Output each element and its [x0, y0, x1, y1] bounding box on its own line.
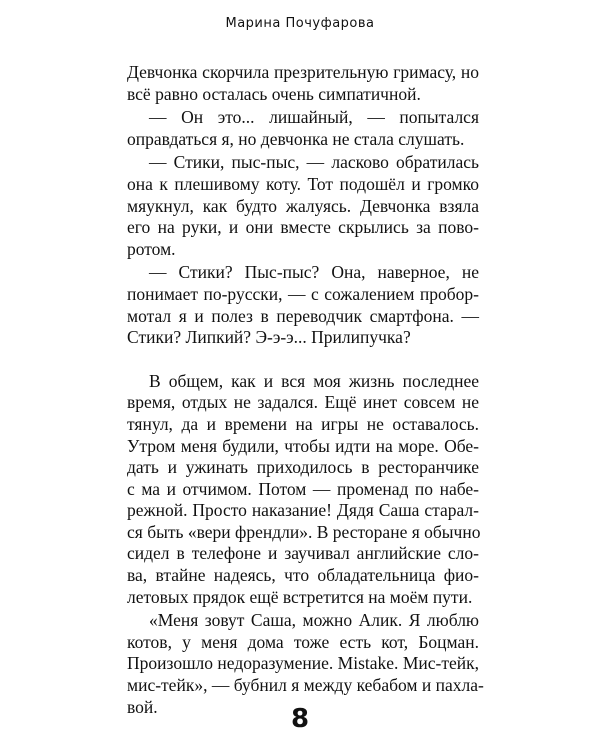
text-line: мотал я и полез в переводчик смартфона. — [127, 305, 479, 326]
running-header-author: Марина Почуфарова [225, 16, 375, 31]
text-line: мяукнул, как будто жалуясь. Девчонка взяла [127, 195, 479, 216]
text-line: сидел в телефоне и заучивал английские сло- [127, 543, 479, 564]
text-line: режной. Просто наказание! Дядя Саша старал- [127, 500, 479, 521]
text-line: — Стики? Пыс-пыс? Она, наверное, не [149, 262, 479, 283]
text-line: ротом. [127, 238, 176, 259]
text-line: она к плешивому коту. Тот подошёл и громко [127, 173, 479, 194]
text-line: летовых прядок ещё встретится на моём пути. [127, 586, 473, 607]
paragraph [127, 371, 479, 609]
paragraph [127, 62, 479, 105]
text-line: время, отдых не задался. Ещё инет совсем не [127, 392, 479, 413]
text-line: всё равно осталась очень симпатичной. [127, 83, 421, 104]
text-line: котов, у меня дома тоже есть кот, Боцман. [127, 631, 479, 652]
text-line: «Меня зовут Саша, можно Алик. Я люблю [149, 610, 479, 631]
text-line: ся быть «вери френдли». В ресторане я обычно [127, 521, 481, 542]
text-line: дать и ужинать приходилось в ресторанчике [127, 457, 479, 478]
paragraph [127, 610, 484, 718]
text-line: Утром меня будили, чтобы идти на море. Обе- [127, 435, 479, 456]
text-line: В общем, как и вся моя жизнь последнее [149, 370, 479, 391]
paragraph [127, 107, 479, 150]
text-line: Девчонка скорчила презрительную гримасу, но [127, 62, 479, 82]
text-line: оправдаться я, но девчонка не стала слушать. [127, 128, 465, 149]
text-line: вой. [127, 696, 158, 717]
text-line: ва, втайне надеясь, что обладательница фио- [127, 565, 479, 586]
text-line: — Стики, пыс-пыс, — ласково обратилась [149, 152, 479, 173]
paragraph [127, 262, 479, 348]
text-line: тянул, да и времени на игры не оставалось. [127, 413, 479, 434]
body-text [127, 62, 484, 718]
text-line: мис-тейк», — бубнил я между кебабом и пахла- [127, 675, 484, 696]
page-number: 8 [290, 704, 310, 734]
text-line: — Он это... лишайный, — попытался [149, 107, 479, 128]
text-line: с ма и отчимом. Потом — променад по набе- [127, 478, 479, 499]
text-line: понимает по-русски, — с сожалением пробор- [127, 283, 479, 304]
text-line: Произошло недоразумение. Mistake. Мис-тейк, [127, 653, 479, 674]
paragraph [127, 152, 479, 260]
text-line: его на руки, и они вместе скрылись за пово- [127, 217, 479, 238]
text-line: Стики? Липкий? Э-э-э... Прилипучка? [127, 327, 411, 348]
